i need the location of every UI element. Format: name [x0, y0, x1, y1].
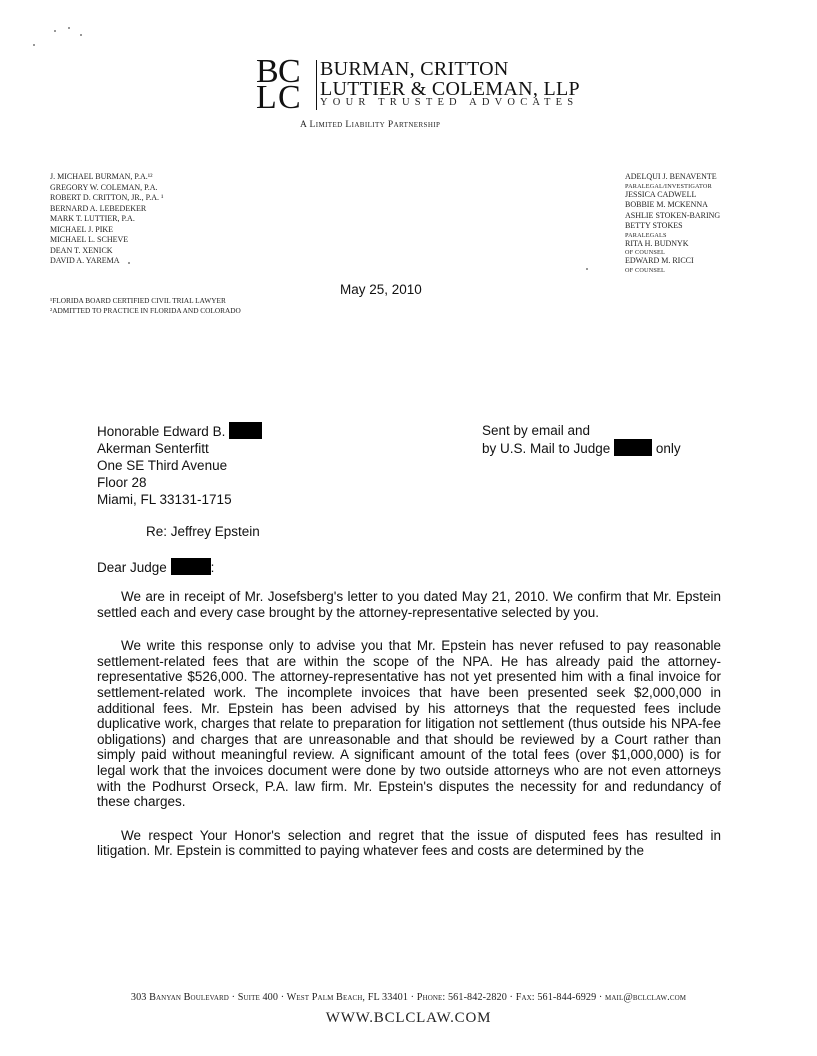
salutation	[97, 558, 214, 575]
attorney-name: DAVID A. YAREMA	[50, 256, 120, 265]
staff-name: EDWARD M. RICCI	[625, 256, 694, 265]
footnote: ²ADMITTED TO PRACTICE IN FLORIDA AND COLORADO	[50, 306, 241, 315]
body-paragraph: We write this response only to advise you that Mr. Epstein has never refused to pay reasonable settlement-related fees that are within the scope of the NPA. He has already paid the attorney-representative $526,000. The attorney-representative has not yet presented him with a final invoice for settlement-related work. The incomplete invoices that have been presented seek $2,000,000 in additional fees. Mr. Epstein has been advised by his attorneys that the requested fees include duplicative work, charges that relate to preparation for litigation not settlement (thus outside his NPA-fee obligations) and charges that are unreasonable and that should be reviewed by a Court rather than simply paid without meaningful review. A significant amount of the total fees (over $1,000,000) is for legal work that the invoices document were done by two outside attorneys who are not even attorneys with the Podhurst Orseck, P.A. law firm. Mr. Epstein's disputes the necessity for and redundancy of these charges.	[97, 638, 721, 810]
attorney-name: MARK T. LUTTIER, P.A.	[50, 214, 135, 223]
footer-address: 303 Banyan Boulevard · Suite 400 · West Palm Beach, FL 33401 · Phone: 561-842-2820 · Fax: 561-844-6929 · mail@bclclaw.com	[130, 992, 687, 1003]
recipient-line: Miami, FL 33131-1715	[97, 492, 232, 507]
attorney-name: J. MICHAEL BURMAN, P.A.¹²	[50, 172, 153, 181]
recipient-line: One SE Third Avenue	[97, 458, 228, 473]
letter-body	[97, 589, 721, 877]
subject-line: Re: Jeffrey Epstein	[146, 524, 260, 539]
svg-text:B: B	[256, 53, 279, 90]
staff-name: ADELQUI J. BENAVENTE	[625, 172, 717, 181]
staff-name: JESSICA CADWELL	[625, 189, 697, 199]
staff-title: PARALEGAL/INVESTIGATOR	[625, 182, 712, 190]
salutation-colon: :	[210, 560, 215, 575]
staff-title: OF COUNSEL	[625, 249, 665, 256]
staff-name: BETTY STOKES	[625, 221, 683, 230]
body-paragraph: We are in receipt of Mr. Josefsberg's letter to you dated May 21, 2010. We confirm that Mr. Epstein settled each and every case brought by the attorney-representative selected by you.	[97, 589, 721, 620]
redaction-block	[229, 422, 262, 439]
delivery-line-suffix: only	[655, 441, 681, 456]
recipient-address	[97, 422, 262, 508]
recipient-name: Honorable Edward B.	[97, 424, 226, 439]
attorney-name: MICHAEL J. PIKE	[50, 224, 114, 234]
attorney-name: GREGORY W. COLEMAN, P.A.	[50, 182, 158, 192]
attorney-name: BERNARD A. LEBEDEKER	[50, 203, 147, 213]
staff-name: RITA H. BUDNYK	[625, 238, 689, 248]
scan-speck	[33, 44, 35, 46]
roster-footnotes	[50, 296, 241, 316]
partnership-note: A Limited Liability Partnership	[300, 120, 441, 130]
footnote: ¹FLORIDA BOARD CERTIFIED CIVIL TRIAL LAWYER	[50, 296, 226, 305]
recipient-line: Floor 28	[97, 475, 147, 490]
body-paragraph: We respect Your Honor's selection and regret that the issue of disputed fees has resulted in litigation. Mr. Epstein is committed to paying whatever fees and costs are determined by the	[97, 827, 721, 859]
logo-divider	[316, 60, 317, 110]
footer-website: WWW.BCLCLAW.COM	[325, 1010, 492, 1026]
firm-name-line-1: BURMAN, CRITTON	[320, 58, 509, 80]
salutation-text: Dear Judge	[97, 560, 167, 575]
attorney-name: MICHAEL L. SCHEVE	[50, 235, 129, 244]
delivery-note	[482, 422, 681, 457]
redaction-block	[614, 439, 652, 456]
firm-tagline: YOUR TRUSTED ADVOCATES	[320, 97, 579, 108]
svg-text:C: C	[278, 53, 301, 90]
recipient-line: Akerman Senterfitt	[97, 441, 209, 456]
staff-title: OF COUNSEL	[625, 266, 665, 274]
firm-logo-monogram	[256, 52, 316, 110]
staff-name: ASHLIE STOKEN-BARING	[625, 210, 721, 220]
redaction-block	[171, 558, 211, 575]
scan-speck	[54, 30, 56, 32]
staff-title: PARALEGALS	[625, 231, 667, 239]
letter-date: May 25, 2010	[340, 282, 422, 297]
scan-speck	[80, 34, 82, 36]
attorney-name: ROBERT D. CRITTON, JR., P.A. ¹	[50, 193, 164, 202]
staff-roster	[625, 172, 720, 274]
delivery-line: Sent by email and	[482, 423, 591, 438]
scan-speck	[128, 262, 130, 264]
svg-text:L: L	[256, 79, 277, 110]
scan-speck	[586, 268, 588, 270]
attorney-roster	[50, 172, 163, 267]
svg-text:C: C	[278, 79, 301, 110]
staff-name: BOBBIE M. MCKENNA	[625, 200, 708, 209]
attorney-name: DEAN T. XENICK	[50, 245, 113, 255]
delivery-line: by U.S. Mail to Judge	[482, 441, 611, 456]
firm-name-line-2: LUTTIER & COLEMAN, LLP	[320, 78, 580, 100]
scan-speck	[68, 27, 70, 29]
